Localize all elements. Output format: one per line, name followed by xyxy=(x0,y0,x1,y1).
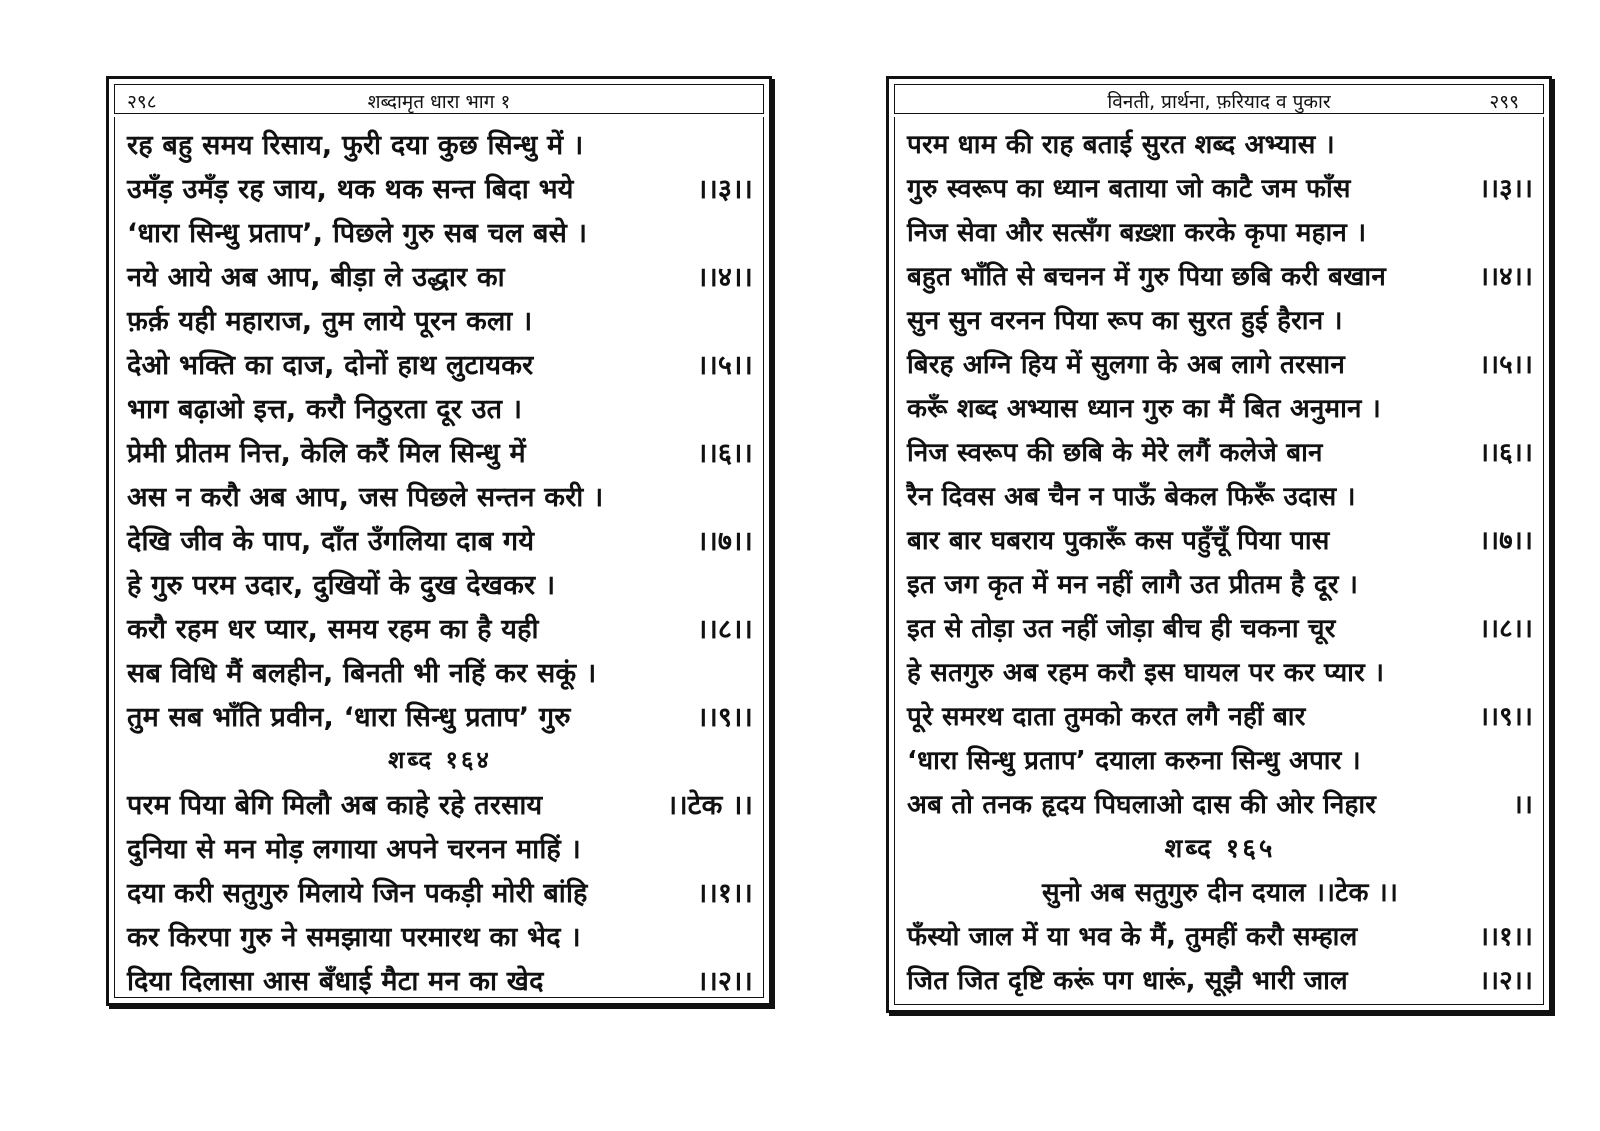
verse-text: इत से तोड़ा उत नहीं जोड़ा बीच ही चकना चूर xyxy=(907,614,1336,644)
verse-line xyxy=(127,165,753,209)
verse-line xyxy=(127,561,753,605)
verse-text: बार बार घबराय पुकारूँ कस पहुँचूँ पिया पास xyxy=(907,526,1330,556)
verse-number: ।।७।। xyxy=(1479,526,1533,556)
verse-line xyxy=(127,649,753,693)
verse-text: परम धाम की राह बताई सुरत शब्द अभ्यास । xyxy=(907,130,1335,160)
verse-text: नये आये अब आप, बीड़ा ले उद्धार का xyxy=(127,261,505,293)
verse-number: ।।८।। xyxy=(1479,614,1533,644)
verse-number: ।। xyxy=(1512,790,1533,820)
left-running-title: शब्दामृत धारा भाग १ xyxy=(367,91,511,113)
verse-text: करूँ शब्द अभ्यास ध्यान गुरु का मैं बित अनुमान । xyxy=(907,394,1381,424)
verse-line xyxy=(127,693,753,737)
verse-text: फ़र्क़ यही महाराज, तुम लाये पूरन कला । xyxy=(127,305,533,337)
verse-number: ।।६।। xyxy=(1479,438,1533,468)
verse-line xyxy=(907,605,1533,649)
verse-text: ‘धारा सिन्धु प्रताप’ दयाला करुना सिन्धु अपार । xyxy=(907,746,1361,776)
verse-line xyxy=(907,341,1533,385)
left-page-number: २९८ xyxy=(127,91,157,113)
verse-text: अब तो तनक हृदय पिघलाओ दास की ओर निहार xyxy=(907,790,1377,820)
verse-line xyxy=(907,957,1533,1001)
verse-text: इत जग कृत में मन नहीं लागै उत प्रीतम है दूर । xyxy=(907,570,1359,600)
verse-number: ।।१।। xyxy=(1479,922,1533,952)
verse-line xyxy=(907,649,1533,693)
verse-line xyxy=(907,429,1533,473)
tek-line xyxy=(907,869,1533,913)
verse-text: जित जित दृष्टि करूं पग धारूं, सूझै भारी जाल xyxy=(907,966,1348,996)
left-page xyxy=(106,76,772,1006)
left-page-body xyxy=(114,117,764,998)
verse-text: निज सेवा और सत्सँग बख़्शा करके कृपा महान । xyxy=(907,218,1367,248)
verse-number: ।।४।। xyxy=(697,261,753,293)
verse-text: ‘धारा सिन्धु प्रताप’, पिछले गुरु सब चल बसे । xyxy=(127,217,588,249)
verse-text: रैन दिवस अब चैन न पाऊँ बेकल फिरूँ उदास । xyxy=(907,482,1356,512)
verse-text: बहुत भाँति से बचनन में गुरु पिया छबि करी बखान xyxy=(907,262,1386,292)
verse-line xyxy=(907,121,1533,165)
verse-text: फँस्यो जाल में या भव के मैं, तुमहीं करौ सम्हाल xyxy=(907,922,1358,952)
verse-line xyxy=(127,913,753,957)
right-running-title: विनती, प्रार्थना, फ़रियाद व पुकार xyxy=(1107,91,1331,113)
verse-line xyxy=(907,737,1533,781)
verse-line xyxy=(907,385,1533,429)
verse-text: सुन सुन वरनन पिया रूप का सुरत हुई हैरान । xyxy=(907,306,1343,336)
verse-text: निज स्वरूप की छबि के मेरे लगैं कलेजे बान xyxy=(907,438,1323,468)
verse-line xyxy=(127,121,753,165)
verse-line xyxy=(907,209,1533,253)
verse-line xyxy=(907,473,1533,517)
verse-number: ।।२।। xyxy=(1479,966,1533,996)
verse-line xyxy=(127,517,753,561)
verse-number: ।।१।। xyxy=(697,877,753,909)
verse-text: करौ रहम धर प्यार, समय रहम का है यही xyxy=(127,613,539,645)
verse-line xyxy=(127,253,753,297)
verse-text: देखि जीव के पाप, दाँत उँगलिया दाब गये xyxy=(127,525,535,557)
verse-line xyxy=(907,913,1533,957)
verse-text: गुरु स्वरूप का ध्यान बताया जो काटै जम फाँस xyxy=(907,174,1351,204)
verse-number: ।।टेक ।। xyxy=(666,789,753,821)
verse-number: ।।५।। xyxy=(1479,350,1533,380)
shabd-heading: शब्द १६४ xyxy=(388,745,492,774)
verse-text: बिरह अग्नि हिय में सुलगा के अब लागे तरसान xyxy=(907,350,1345,380)
verse-line xyxy=(127,781,753,825)
verse-line xyxy=(907,165,1533,209)
verse-text: परम पिया बेगि मिलौ अब काहे रहे तरसाय xyxy=(127,789,543,821)
verse-text: अस न करौ अब आप, जस पिछले सन्तन करी । xyxy=(127,481,604,513)
verse-number: ।।९।। xyxy=(697,701,753,733)
verse-number: ।।३।। xyxy=(697,173,753,205)
verse-line xyxy=(127,869,753,913)
verse-line xyxy=(907,561,1533,605)
right-page-number: २९९ xyxy=(1489,91,1519,113)
left-page-header xyxy=(114,84,764,114)
verse-line xyxy=(127,957,753,1001)
verse-line xyxy=(127,341,753,385)
tek-text: सुनो अब सतुगुरु दीन दयाल ।।टेक ।। xyxy=(1041,878,1399,908)
right-page xyxy=(886,76,1552,1013)
verse-number: ।।२।। xyxy=(697,965,753,997)
verse-text: प्रेमी प्रीतम नित्त, केलि करैं मिल सिन्धु में xyxy=(127,437,526,469)
verse-line xyxy=(127,429,753,473)
verse-number: ।।३।। xyxy=(1479,174,1533,204)
verse-text: हे गुरु परम उदार, दुखियों के दुख देखकर । xyxy=(127,569,556,601)
verse-number: ।।८।। xyxy=(697,613,753,645)
right-page-header xyxy=(894,84,1544,114)
verse-number: ।।९।। xyxy=(1479,702,1533,732)
verse-line xyxy=(127,473,753,517)
verse-line xyxy=(907,253,1533,297)
verse-line xyxy=(127,825,753,869)
verse-text: सब विधि मैं बलहीन, बिनती भी नहिं कर सकूं । xyxy=(127,657,597,689)
verse-number: ।।५।। xyxy=(697,349,753,381)
verse-line xyxy=(907,517,1533,561)
verse-text: उमँड़ उमँड़ रह जाय, थक थक सन्त बिदा भये xyxy=(127,173,574,205)
verse-text: हे सतगुरु अब रहम करौ इस घायल पर कर प्यार । xyxy=(907,658,1385,688)
right-page-body xyxy=(894,117,1544,1005)
verse-text: रह बहु समय रिसाय, फुरी दया कुछ सिन्धु में । xyxy=(127,129,584,161)
verse-number: ।।६।। xyxy=(697,437,753,469)
verse-text: दया करी सतुगुरु मिलाये जिन पकड़ी मोरी बांहि xyxy=(127,877,588,909)
verse-line xyxy=(907,693,1533,737)
verse-line xyxy=(127,297,753,341)
verse-line xyxy=(127,605,753,649)
verse-line xyxy=(127,385,753,429)
shabd-heading: शब्द १६५ xyxy=(1164,834,1276,864)
verse-text: तुम सब भाँति प्रवीन, ‘धारा सिन्धु प्रताप’ गुरु xyxy=(127,701,571,733)
verse-line xyxy=(907,781,1533,825)
verse-text: दिया दिलासा आस बँधाई मैटा मन का खेद xyxy=(127,965,544,997)
verse-number: ।।४।। xyxy=(1479,262,1533,292)
verse-line xyxy=(127,209,753,253)
verse-text: कर किरपा गुरु ने समझाया परमारथ का भेद । xyxy=(127,921,581,953)
verse-text: देओ भक्ति का दाज, दोनों हाथ लुटायकर xyxy=(127,349,534,381)
verse-text: दुनिया से मन मोड़ लगाया अपने चरनन माहिं । xyxy=(127,833,581,865)
verse-number: ।।७।। xyxy=(697,525,753,557)
verse-line xyxy=(907,297,1533,341)
verse-text: पूरे समरथ दाता तुमको करत लगै नहीं बार xyxy=(907,702,1306,732)
verse-text: भाग बढ़ाओ इत्त, करौ निठुरता दूर उत । xyxy=(127,393,523,425)
